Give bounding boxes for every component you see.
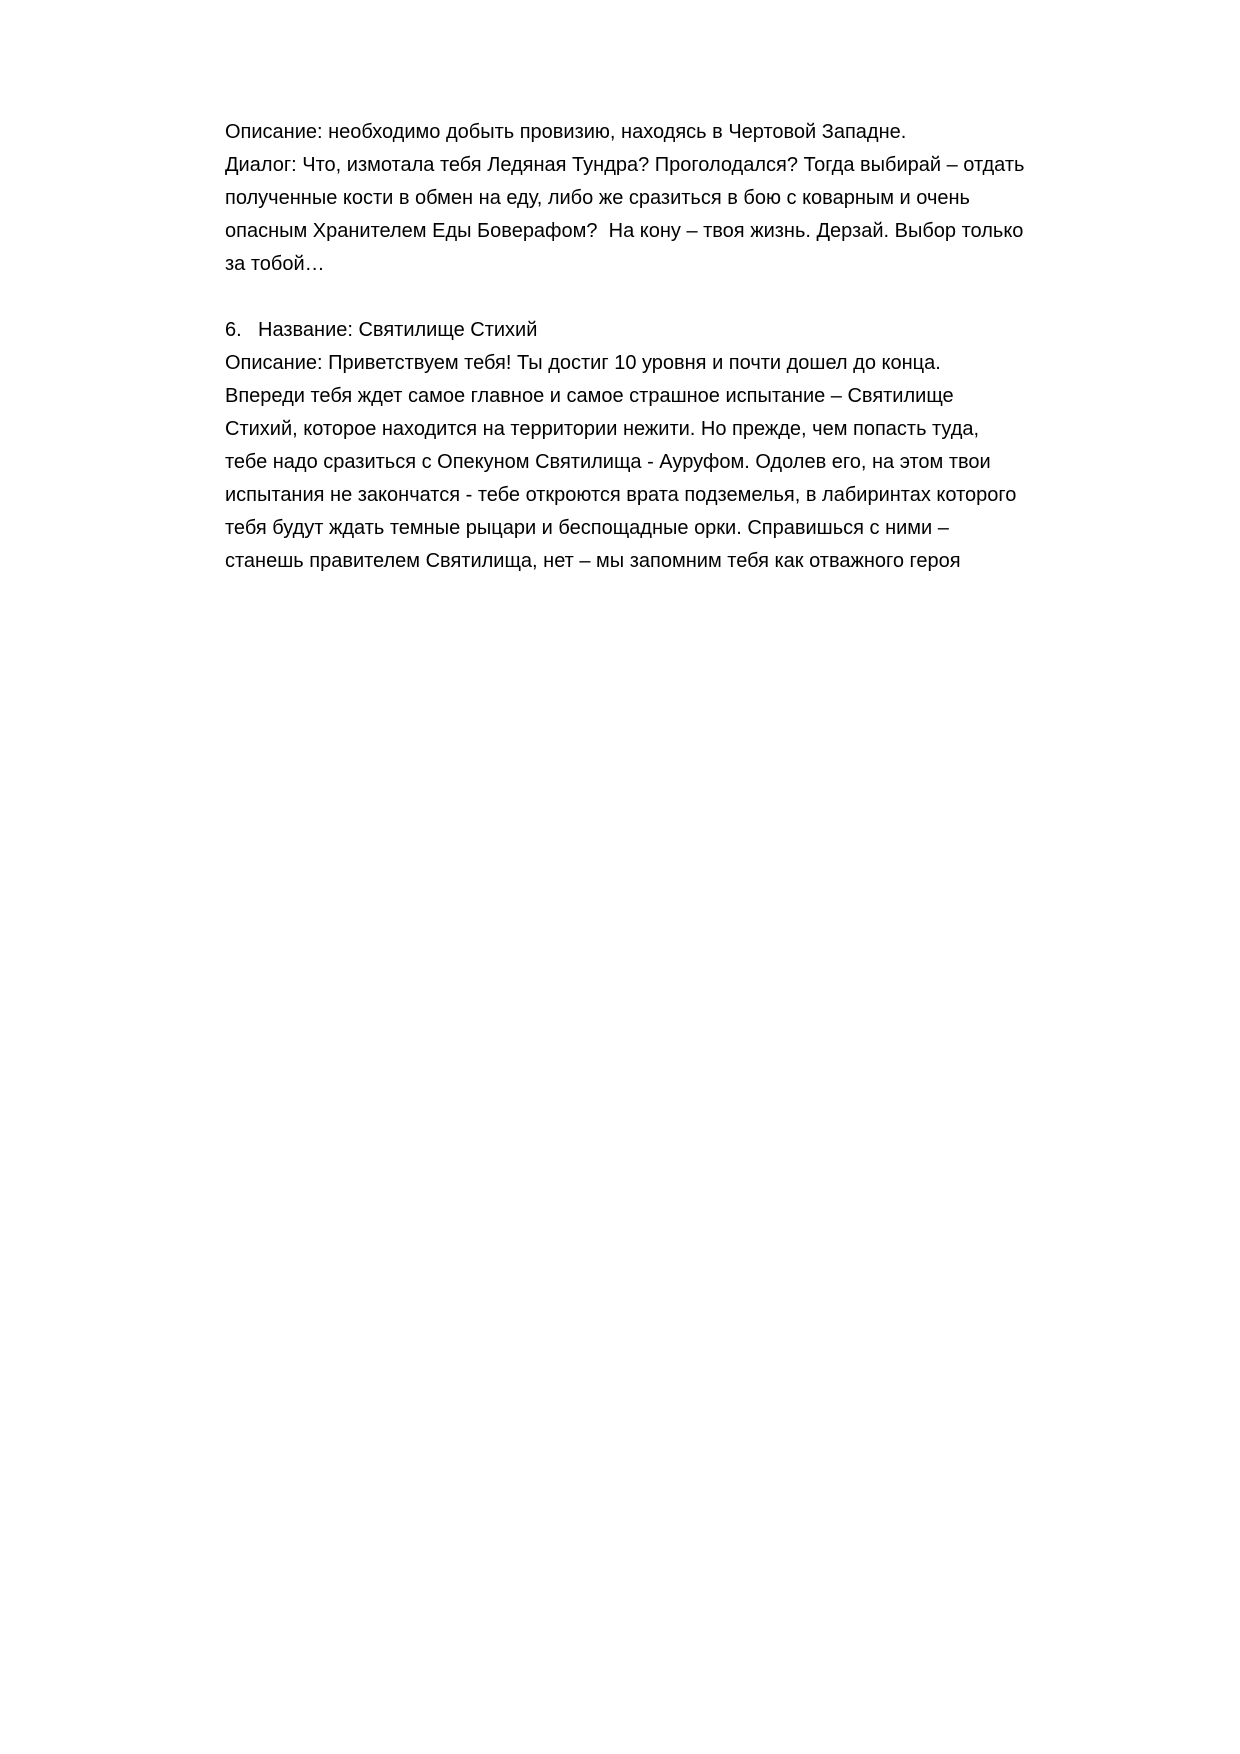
paragraph-spacer	[225, 281, 1025, 314]
quest-6-heading	[225, 314, 1025, 347]
quest-6-number: 6.	[225, 319, 242, 341]
quest-6-title: Название: Святилище Стихий	[258, 319, 538, 341]
document-text-block	[225, 116, 1030, 578]
quest-5-description: Описание: необходимо добыть провизию, находясь в Чертовой Западне.	[225, 121, 907, 143]
quest-5-dialog: Диалог: Что, измотала тебя Ледяная Тундра? Проголодался? Тогда выбирай – отдать полученные кости в обмен на еду, либо же сразиться в бою с коварным и очень опасным Хранителем Еды Боверафом? На кону – твоя жизнь. Дерзай. Выбор только за тобой…	[225, 154, 1030, 275]
quest-6-description: Описание: Приветствуем тебя! Ты достиг 10 уровня и почти дошел до конца. Впереди тебя ждет самое главное и самое страшное испытание – Святилище Стихий, которое находится на территории нежити. Но прежде, чем попасть туда, тебе надо сразиться с Опекуном Святилища - Ауруфом. Одолев его, на этом твои испытания не закончатся - тебе откроются врата подземелья, в лабиринтах которого тебя будут ждать темные рыцари и беспощадные орки. Справишься с ними – станешь правителем Святилища, нет – мы запомним тебя как отважного героя	[225, 352, 1022, 572]
